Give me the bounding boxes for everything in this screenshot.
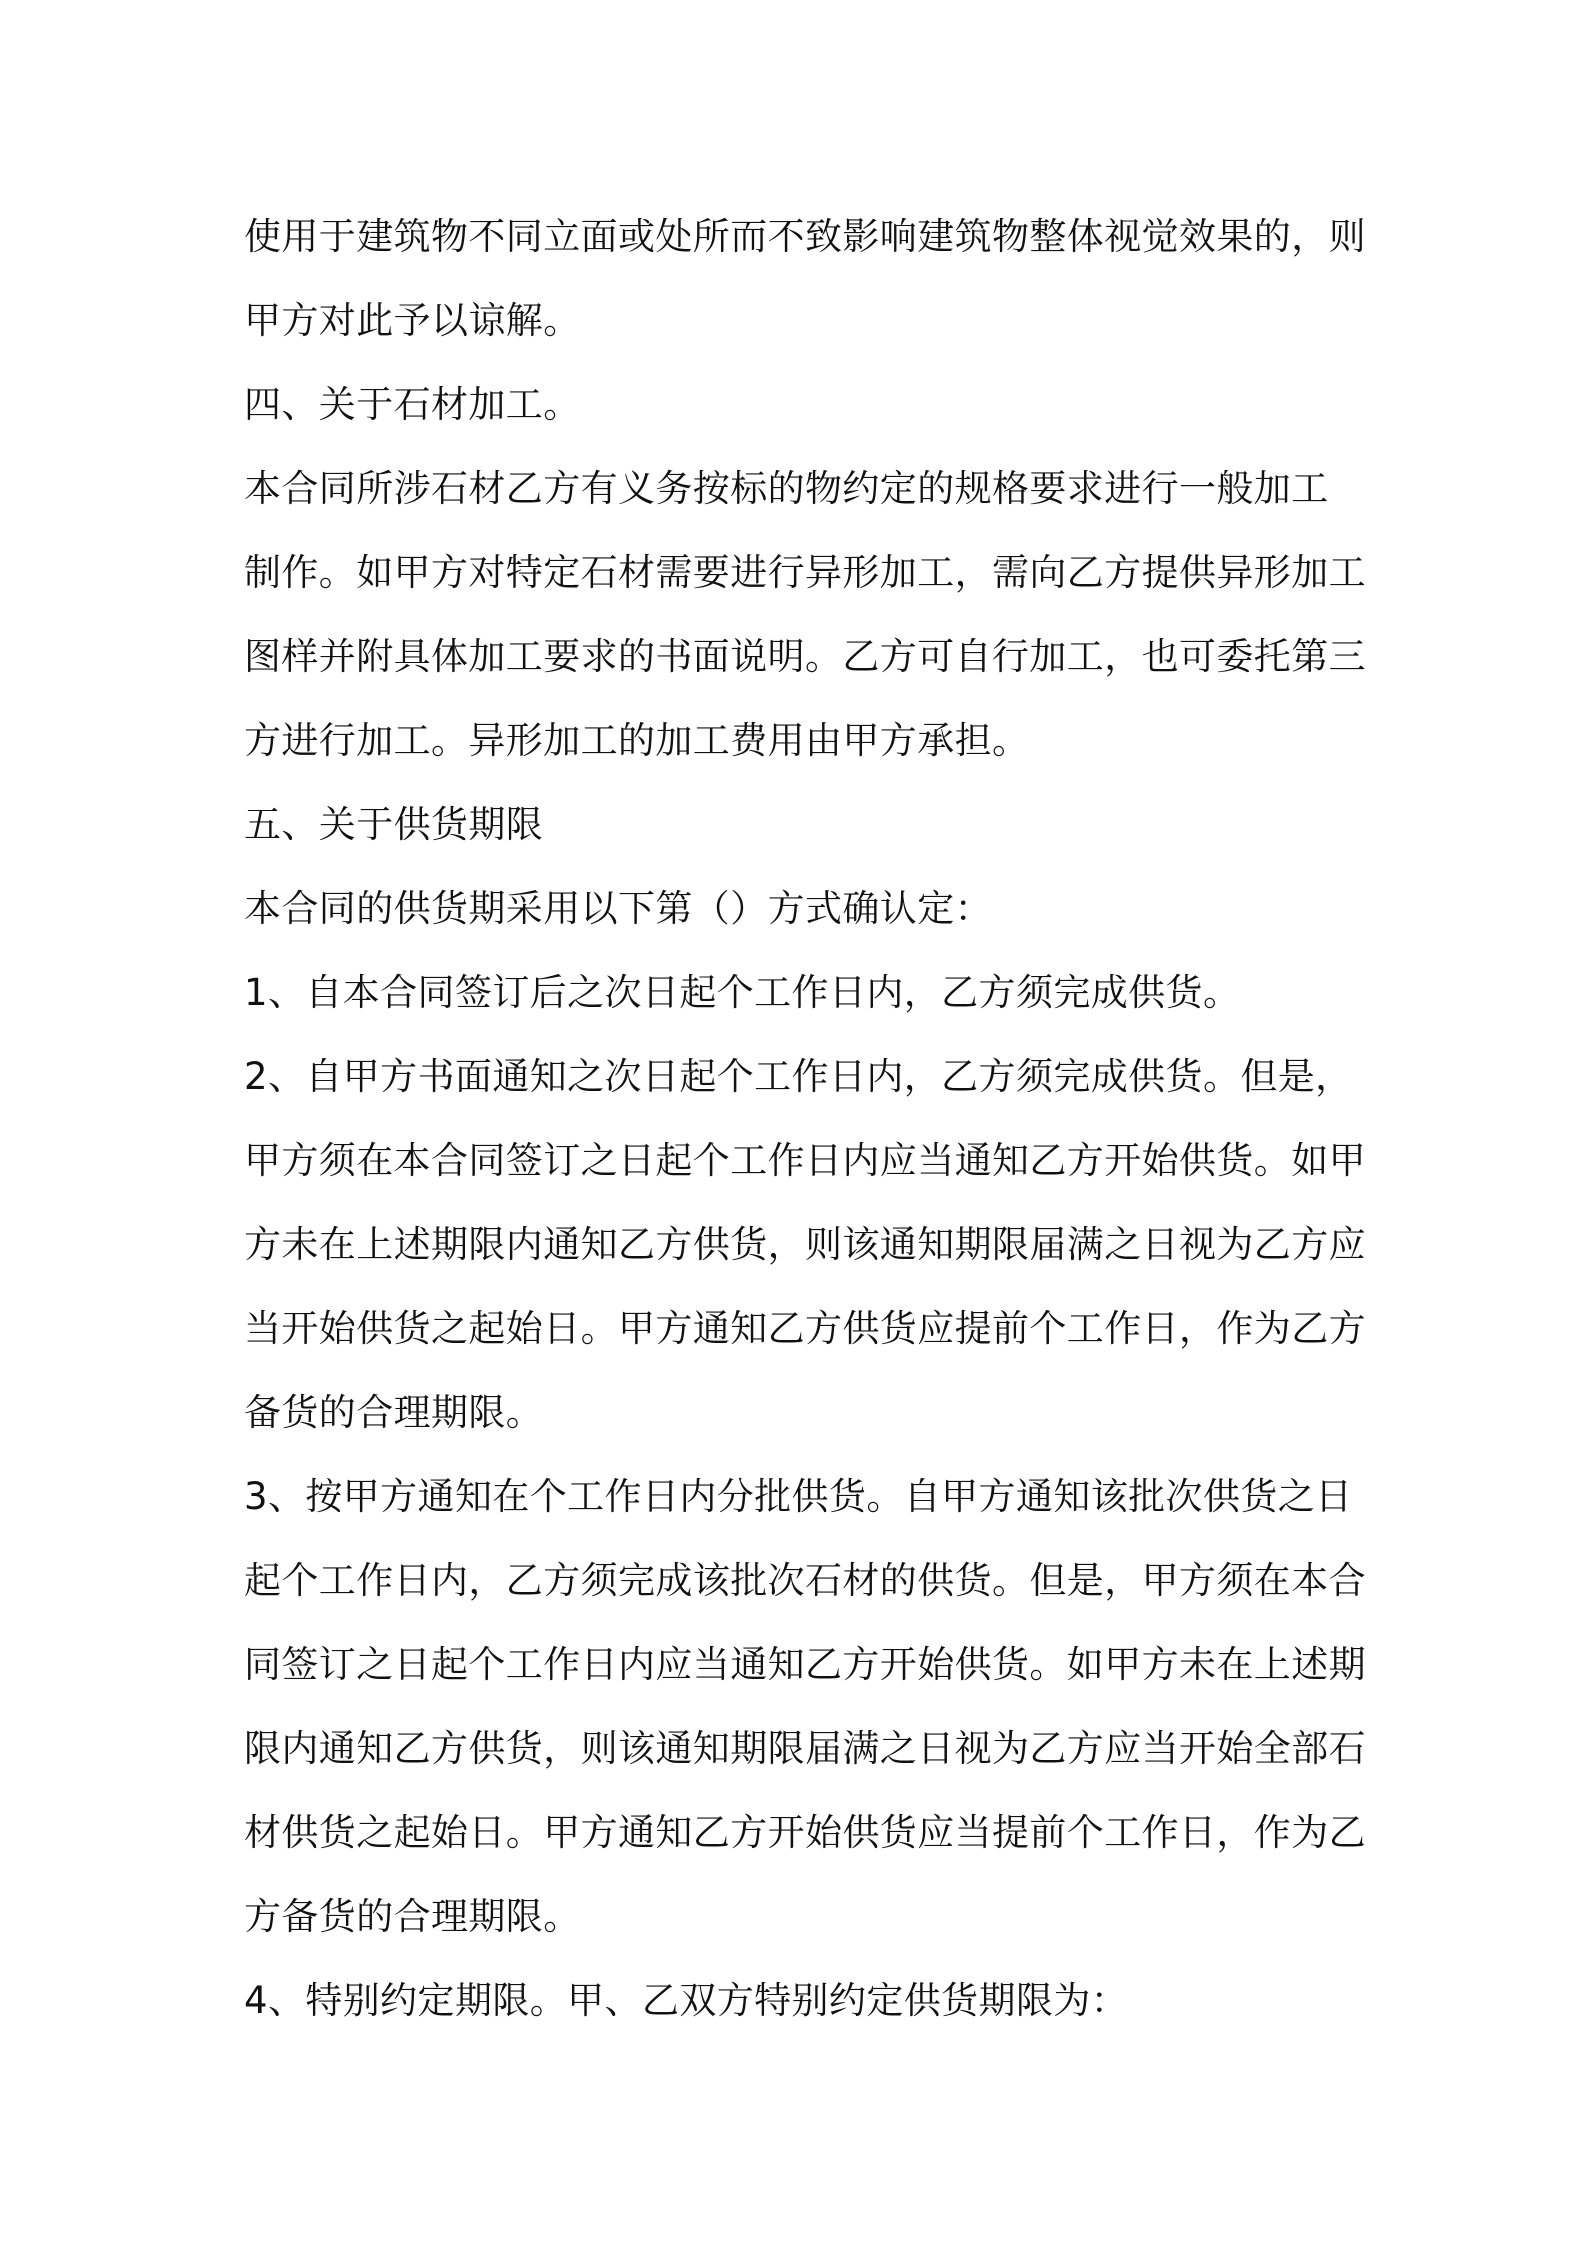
section-heading: 四、关于石材加工。: [244, 383, 581, 426]
list-item: 2、自甲方书面通知之次日起个工作日内，乙方须完成供货。但是，: [244, 1055, 1353, 1098]
text-line: 本合同的供货期采用以下第（）方式确认定：: [244, 887, 992, 930]
text-line: 材供货之起始日。甲方通知乙方开始供货应当提前个工作日，作为乙: [244, 1811, 1366, 1854]
list-item: 1、自本合同签订后之次日起个工作日内，乙方须完成供货。: [244, 971, 1241, 1014]
text-line: 方未在上述期限内通知乙方供货，则该通知期限届满之日视为乙方应: [244, 1223, 1366, 1266]
text-line: 使用于建筑物不同立面或处所而不致影响建筑物整体视觉效果的，则: [244, 215, 1366, 258]
text-line: 备货的合理期限。: [244, 1391, 544, 1434]
text-line: 方备货的合理期限。: [244, 1895, 581, 1938]
text-line: 甲方须在本合同签订之日起个工作日内应当通知乙方开始供货。如甲: [244, 1139, 1366, 1182]
text-line: 限内通知乙方供货，则该通知期限届满之日视为乙方应当开始全部石: [244, 1727, 1366, 1770]
text-line: 起个工作日内，乙方须完成该批次石材的供货。但是，甲方须在本合: [244, 1559, 1366, 1602]
text-line: 方进行加工。异形加工的加工费用由甲方承担。: [244, 719, 1030, 762]
text-line: 本合同所涉石材乙方有义务按标的物约定的规格要求进行一般加工: [244, 467, 1329, 510]
text-line: 甲方对此予以谅解。: [244, 299, 581, 342]
list-item: 4、特别约定期限。甲、乙双方特别约定供货期限为：: [244, 1979, 1129, 2022]
text-line: 同签订之日起个工作日内应当通知乙方开始供货。如甲方未在上述期: [244, 1643, 1366, 1686]
list-item: 3、按甲方通知在个工作日内分批供货。自甲方通知该批次供货之日: [244, 1475, 1353, 1518]
text-line: 制作。如甲方对特定石材需要进行异形加工，需向乙方提供异形加工: [244, 551, 1366, 594]
text-line: 当开始供货之起始日。甲方通知乙方供货应提前个工作日，作为乙方: [244, 1307, 1366, 1350]
text-line: 图样并附具体加工要求的书面说明。乙方可自行加工，也可委托第三: [244, 635, 1366, 678]
section-heading: 五、关于供货期限: [244, 803, 544, 846]
contract-body-text: [244, 195, 1364, 2043]
